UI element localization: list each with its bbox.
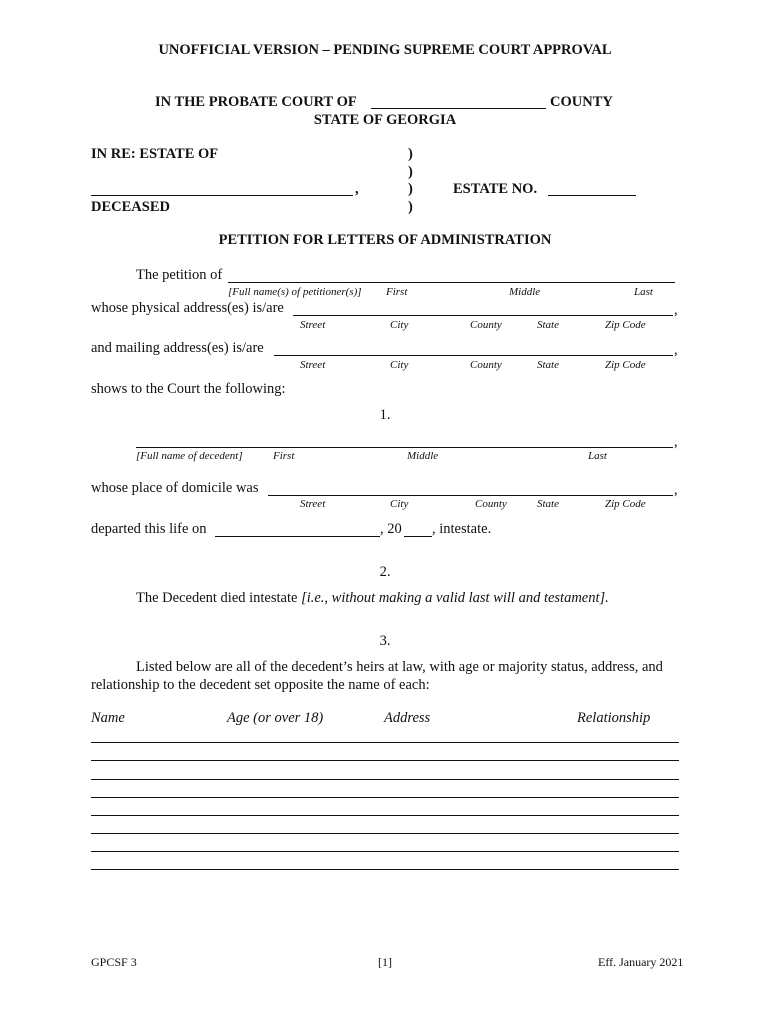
effective-date: Eff. January 2021	[598, 955, 684, 969]
physical-address-label: whose physical address(es) is/are	[91, 300, 284, 316]
petitioner-middle-hint: Middle	[509, 286, 541, 298]
domicile-zip-hint: Zip Code	[605, 498, 646, 510]
caption-paren-3: )	[408, 181, 413, 197]
column-relationship: Relationship	[577, 710, 651, 726]
decedent-name-hint: [Full name of decedent]	[136, 450, 243, 462]
heir-row-line[interactable]	[91, 851, 679, 852]
petition-of-label: The petition of	[136, 267, 223, 283]
domicile-city-hint: City	[390, 498, 409, 510]
document-title: PETITION FOR LETTERS OF ADMINISTRATION	[218, 232, 552, 248]
caption-paren-2: )	[408, 164, 413, 180]
caption-paren-4: )	[408, 199, 413, 215]
shows-to-court-text: shows to the Court the following:	[91, 381, 286, 397]
intestate-statement: The Decedent died intestate	[136, 590, 298, 606]
heir-row-line[interactable]	[91, 833, 679, 834]
in-re-label: IN RE: ESTATE OF	[91, 146, 219, 162]
intestate-suffix: , intestate.	[432, 521, 492, 537]
heir-row-line[interactable]	[91, 797, 679, 798]
section-2-number: 2.	[379, 564, 391, 580]
mailing-street-hint: Street	[300, 359, 326, 371]
physical-address-comma: ,	[674, 302, 678, 318]
unofficial-banner: UNOFFICIAL VERSION – PENDING SUPREME COURT APPROVAL	[158, 42, 612, 58]
deceased-label: DECEASED	[91, 199, 170, 215]
section-2-text	[136, 590, 609, 607]
heir-row-line[interactable]	[91, 779, 679, 780]
court-heading-prefix: IN THE PROBATE COURT OF	[155, 94, 357, 110]
decedent-name-comma: ,	[674, 434, 678, 450]
mailing-city-hint: City	[390, 359, 409, 371]
physical-address-field[interactable]	[293, 315, 673, 316]
petitioner-name-field[interactable]	[228, 282, 675, 283]
caption-comma: ,	[355, 181, 359, 197]
mailing-state-hint: State	[537, 359, 559, 371]
heir-row-line[interactable]	[91, 760, 679, 761]
physical-zip-hint: Zip Code	[605, 319, 646, 331]
column-address: Address	[384, 710, 431, 726]
estate-no-label: ESTATE NO.	[453, 181, 538, 197]
decedent-middle-hint: Middle	[407, 450, 439, 462]
decedent-first-hint: First	[273, 450, 295, 462]
heirs-intro-line-2: relationship to the decedent set opposite the name of each:	[91, 677, 430, 693]
column-name: Name	[91, 710, 125, 726]
domicile-state-hint: State	[537, 498, 559, 510]
year-field[interactable]	[404, 536, 432, 537]
decedent-name-field[interactable]	[136, 447, 673, 448]
domicile-street-hint: Street	[300, 498, 326, 510]
petitioner-first-hint: First	[386, 286, 408, 298]
physical-state-hint: State	[537, 319, 559, 331]
domicile-comma: ,	[674, 482, 678, 498]
petitioner-last-hint: Last	[634, 286, 653, 298]
departed-label: departed this life on	[91, 521, 207, 537]
physical-street-hint: Street	[300, 319, 326, 331]
court-heading-suffix: COUNTY	[550, 94, 613, 110]
physical-county-hint: County	[470, 319, 502, 331]
date-of-death-field[interactable]	[215, 536, 380, 537]
mailing-zip-hint: Zip Code	[605, 359, 646, 371]
domicile-field[interactable]	[268, 495, 673, 496]
year-prefix: , 20	[380, 521, 402, 537]
mailing-county-hint: County	[470, 359, 502, 371]
heirs-intro-line-1: Listed below are all of the decedent’s heirs at law, with age or majority status, address, and	[136, 659, 663, 675]
intestate-explanation: [i.e., without making a valid last will and testament].	[301, 590, 609, 606]
section-3-number: 3.	[379, 633, 391, 649]
decedent-last-hint: Last	[588, 450, 607, 462]
mailing-address-comma: ,	[674, 342, 678, 358]
mailing-address-field[interactable]	[274, 355, 673, 356]
heir-row-line[interactable]	[91, 742, 679, 743]
page-number: [1]	[378, 955, 392, 969]
caption-paren-1: )	[408, 146, 413, 162]
petitioner-name-hint: [Full name(s) of petitioner(s)]	[228, 286, 362, 298]
mailing-address-label: and mailing address(es) is/are	[91, 340, 264, 356]
heir-row-line[interactable]	[91, 869, 679, 870]
section-1-number: 1.	[379, 407, 391, 423]
domicile-county-hint: County	[475, 498, 507, 510]
heir-row-line[interactable]	[91, 815, 679, 816]
physical-city-hint: City	[390, 319, 409, 331]
column-age: Age (or over 18)	[227, 710, 324, 726]
state-heading: STATE OF GEORGIA	[313, 112, 457, 128]
county-name-field[interactable]	[371, 108, 546, 109]
decedent-caption-name-field[interactable]	[91, 195, 353, 196]
form-id: GPCSF 3	[91, 955, 137, 969]
estate-no-field[interactable]	[548, 195, 636, 196]
domicile-label: whose place of domicile was	[91, 480, 259, 496]
